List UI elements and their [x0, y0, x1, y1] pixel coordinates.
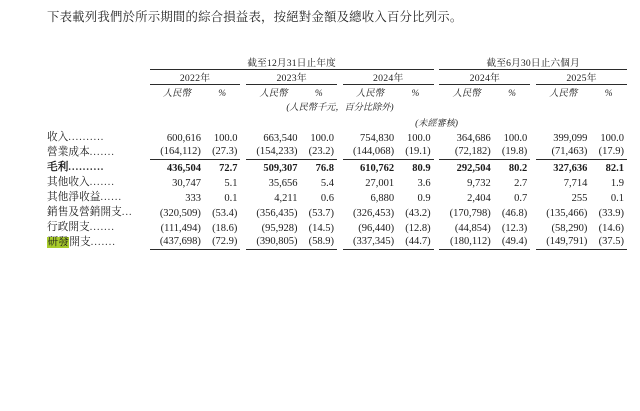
cell-amount: (180,112): [439, 234, 493, 249]
cell-amount: (58,290): [551, 223, 588, 234]
units-note-row: [47, 99, 627, 113]
cell-percent: 100.0: [600, 133, 624, 144]
cell-percent: (58.9): [301, 234, 338, 249]
financial-table: [47, 55, 627, 250]
cell-amount: (154,233): [246, 144, 300, 159]
cell-amount: (96,440): [358, 223, 395, 234]
units-note: (人民幣千元，百分比除外): [286, 102, 394, 112]
cell-amount: (111,494): [160, 223, 201, 234]
leader-dots: ...: [121, 207, 133, 218]
cell-percent: 3.6: [417, 178, 431, 189]
row-label-text: 銷售及營銷開支: [47, 207, 122, 218]
cell-amount: (170,798): [449, 208, 491, 219]
row-label-text: 開支: [69, 237, 91, 248]
leader-dots: ......: [100, 192, 123, 203]
intro-paragraph: 下表載列我們於所示期間的綜合損益表，按絕對金額及總收入百分比列示。: [47, 10, 463, 24]
cell-amount: 364,686: [456, 133, 491, 144]
cell-percent: 0.9: [417, 193, 431, 204]
leader-dots: .......: [89, 177, 115, 188]
row-label-text: 其他收入: [47, 177, 90, 188]
cell-amount: 509,307: [263, 163, 298, 174]
cell-percent: 0.6: [320, 193, 335, 204]
cell-percent: (23.2): [301, 144, 338, 159]
unaudited-note-spacer: [47, 113, 343, 129]
cell-percent: 76.8: [315, 163, 335, 174]
cell-amount: 4,211: [274, 193, 298, 204]
table-row: [47, 219, 627, 234]
cell-amount: 9,732: [467, 178, 491, 189]
cell-percent: (17.9): [590, 144, 627, 159]
cell-amount: 600,616: [166, 133, 201, 144]
subheader-pct-2024a: %: [411, 89, 420, 99]
cell-percent: 80.9: [412, 163, 431, 174]
cell-amount: (356,435): [256, 208, 298, 219]
unaudited-note-trailing: [530, 113, 627, 129]
cell-percent: 0.7: [514, 193, 528, 204]
cell-percent: 100.0: [213, 133, 238, 144]
subheader-rmb-2023: 人民幣: [259, 89, 288, 99]
table-row: [47, 204, 627, 219]
cell-amount: (71,463): [536, 144, 590, 159]
row-label: [47, 159, 150, 174]
cell-amount: (337,345): [343, 234, 397, 249]
cell-percent: (53.7): [308, 208, 335, 219]
table-row: [47, 144, 627, 159]
row-label: [47, 174, 150, 189]
cell-amount: (72,182): [439, 144, 493, 159]
leader-dots: ..........: [68, 162, 105, 173]
cell-amount: 35,656: [268, 178, 298, 189]
cell-amount: 610,762: [360, 163, 395, 174]
unaudited-note-row: [47, 113, 627, 129]
cell-amount: 7,714: [563, 178, 588, 189]
table-row: [47, 174, 627, 189]
cell-percent: 100.0: [503, 133, 528, 144]
cell-percent: (19.1): [397, 144, 434, 159]
year-header-2022: 2022年: [150, 70, 241, 85]
cell-amount: 327,636: [553, 163, 588, 174]
row-label-text: 營業成本: [47, 147, 90, 158]
units-note-spacer: [47, 99, 246, 113]
row-label: [47, 204, 150, 219]
cell-percent: 5.4: [320, 178, 335, 189]
row-label: [47, 189, 150, 204]
table-row: [47, 189, 627, 204]
cell-percent: 72.7: [219, 163, 238, 174]
year-header-2025-interim: 2025年: [536, 70, 627, 85]
group-header-interim: 截至6月30日止六個月: [439, 55, 627, 70]
cell-amount: 754,830: [360, 133, 395, 144]
unaudited-note: (未經審核): [415, 118, 458, 128]
cell-percent: (43.2): [405, 208, 431, 219]
cell-percent: (27.3): [204, 144, 241, 159]
cell-percent: 100.0: [407, 133, 431, 144]
cell-amount: (390,805): [246, 234, 300, 249]
leader-dots: .......: [89, 222, 115, 233]
row-label-text: 收入: [47, 132, 69, 143]
cell-amount: 436,504: [166, 163, 201, 174]
row-label-highlight: 研發: [47, 237, 69, 248]
leader-dots: .......: [89, 147, 115, 158]
row-label-text: 其他淨收益: [47, 192, 101, 203]
table-row: [47, 129, 627, 144]
cell-percent: (12.8): [405, 223, 431, 234]
units-note-trailing: [434, 99, 627, 113]
year-header-2024-interim: 2024年: [439, 70, 530, 85]
cell-amount: 6,880: [370, 193, 395, 204]
cell-percent: (12.3): [501, 223, 528, 234]
cell-amount: (135,466): [546, 208, 588, 219]
cell-amount: (95,928): [261, 223, 298, 234]
year-header-2023: 2023年: [246, 70, 337, 85]
subheader-rmb-2024a: 人民幣: [355, 89, 385, 99]
subheader-pct-2024i: %: [508, 89, 516, 99]
cell-amount: 27,001: [365, 178, 395, 189]
cell-amount: 292,504: [456, 163, 491, 174]
leader-dots: ..........: [68, 132, 105, 143]
cell-percent: 0.1: [610, 193, 624, 204]
cell-percent: (18.6): [212, 223, 238, 234]
cell-percent: (53.4): [212, 208, 238, 219]
subheader-rmb-2025i: 人民幣: [549, 89, 578, 99]
leader-dots: .......: [90, 237, 116, 248]
row-label: [47, 129, 150, 144]
cell-amount: (437,698): [150, 234, 204, 249]
row-label: [47, 219, 150, 234]
cell-amount: 2,404: [467, 193, 491, 204]
subheader-corner: [47, 85, 150, 100]
cell-percent: (19.8): [494, 144, 531, 159]
cell-amount: (164,112): [150, 144, 204, 159]
subheader-rmb-2022: 人民幣: [162, 89, 191, 99]
year-header-row: [47, 70, 627, 85]
cell-percent: (44.7): [397, 234, 434, 249]
row-label-text: 行政開支: [47, 222, 90, 233]
table-row: [47, 234, 627, 249]
cell-percent: (46.8): [501, 208, 528, 219]
cell-percent: 2.7: [514, 178, 528, 189]
cell-amount: (149,791): [536, 234, 590, 249]
cell-percent: (14.6): [598, 223, 624, 234]
cell-amount: (326,453): [353, 208, 395, 219]
year-header-2024-annual: 2024年: [343, 70, 434, 85]
cell-amount: 30,747: [172, 178, 201, 189]
cell-percent: (37.5): [590, 234, 627, 249]
cell-percent: (49.4): [494, 234, 531, 249]
cell-percent: 5.1: [224, 178, 238, 189]
cell-amount: (144,068): [343, 144, 397, 159]
corner-cell: [47, 55, 150, 70]
subheader-pct-2025i: %: [604, 89, 613, 99]
cell-percent: 1.9: [610, 178, 624, 189]
year-row-corner: [47, 70, 150, 85]
subheader-pct-2022: %: [218, 89, 227, 99]
cell-percent: (14.5): [308, 223, 335, 234]
cell-amount: (44,854): [454, 223, 491, 234]
cell-amount: 663,540: [263, 133, 298, 144]
cell-percent: 80.2: [508, 163, 528, 174]
cell-percent: (72.9): [204, 234, 241, 249]
table-row: [47, 159, 627, 174]
cell-percent: 82.1: [605, 163, 624, 174]
cell-amount: 255: [571, 193, 588, 204]
subheader-row: [47, 85, 627, 100]
cell-amount: 399,099: [553, 133, 588, 144]
subheader-pct-2023: %: [314, 89, 323, 99]
row-label-text: 毛利: [47, 162, 69, 173]
cell-amount: (320,509): [159, 208, 201, 219]
cell-amount: 333: [185, 193, 201, 204]
row-label: [47, 144, 150, 159]
cell-percent: (33.9): [598, 208, 624, 219]
group-header-row: [47, 55, 627, 70]
table-body: [47, 129, 627, 249]
row-label: [47, 234, 150, 249]
subheader-rmb-2024i: 人民幣: [452, 89, 481, 99]
group-header-annual: 截至12月31日止年度: [150, 55, 434, 70]
cell-percent: 100.0: [310, 133, 335, 144]
cell-percent: 0.1: [224, 193, 238, 204]
